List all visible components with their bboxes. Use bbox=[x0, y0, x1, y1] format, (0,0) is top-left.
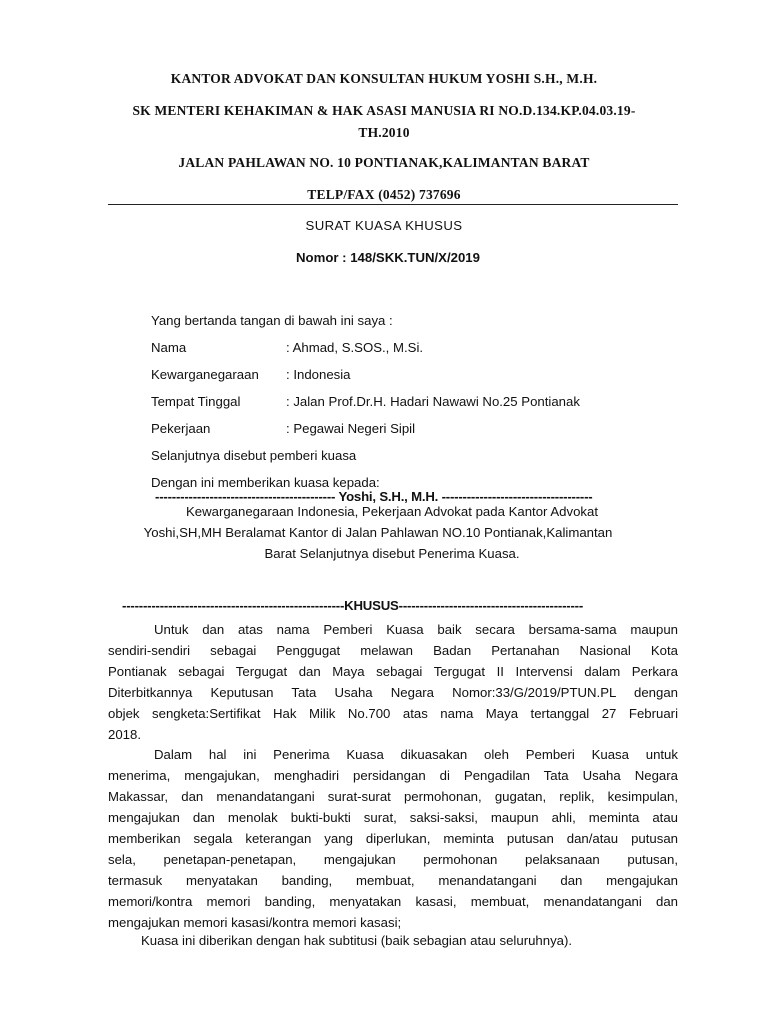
paragraph-line: Diterbitkannya Keputusan Tata Usaha Negara Nomor:33/G/2019/PTUN.PL dengan bbox=[108, 685, 678, 700]
paragraph-line: sendiri-sendiri sebagai Penggugat melawan Badan Pertanahan Nasional Kota bbox=[108, 643, 678, 658]
paragraph-line: objek sengketa:Sertifikat Hak Milik No.700 atas nama Maya tertanggal 27 Februari bbox=[108, 706, 678, 721]
paragraph-line: menerima, mengajukan, menghadiri persidangan di Pengadilan Tata Usaha Negara bbox=[108, 768, 678, 783]
paragraph-line: Pontianak sebagai Tergugat dan Maya sebagai Tergugat II Intervensi dalam Perkara bbox=[108, 664, 678, 679]
grantor-intro: Yang bertanda tangan di bawah ini saya : bbox=[151, 313, 393, 328]
paragraph-line: mengajukan memori kasasi/kontra memori kasasi; bbox=[108, 915, 402, 930]
paragraph-substitution: Kuasa ini diberikan dengan hak subtitusi (baik sebagian atau seluruhnya). bbox=[141, 933, 573, 948]
grantor-designation: Selanjutnya disebut pemberi kuasa bbox=[151, 448, 357, 463]
letterhead-phone: TELP/FAX (0452) 737696 bbox=[307, 187, 461, 202]
grantee-name-divider: ------------------------------------------- Yoshi, S.H., M.H. ------------------------------------ bbox=[155, 489, 593, 504]
khusus-divider: -----------------------------------------------------KHUSUS-------------------------------------------- bbox=[122, 598, 584, 613]
paragraph-line: 2018. bbox=[108, 727, 142, 742]
document-number: Nomor : 148/SKK.TUN/X/2019 bbox=[296, 250, 480, 265]
paragraph-line: Makassar, dan menandatangani surat-surat permohonan, gugatan, replik, kesimpulan, bbox=[108, 789, 678, 804]
paragraph-line: memori/kontra memori banding, menyatakan kasasi, membuat, menandatangani dan bbox=[108, 894, 678, 909]
grantee-details-line3: Barat Selanjutnya disebut Penerima Kuasa. bbox=[264, 546, 520, 561]
paragraph-line: sela, penetapan-penetapan, mengajukan permohonan pelaksanaan putusan, bbox=[108, 852, 678, 867]
field-value-citizenship: : Indonesia bbox=[286, 367, 351, 382]
field-value-occupation: : Pegawai Negeri Sipil bbox=[286, 421, 416, 436]
letterhead-decree-year: TH.2010 bbox=[358, 125, 410, 140]
paragraph-authority bbox=[108, 744, 678, 933]
grant-intro: Dengan ini memberikan kuasa kepada: bbox=[151, 475, 380, 490]
letterhead-divider bbox=[108, 204, 678, 205]
paragraph-purpose bbox=[108, 619, 678, 745]
letterhead-decree-number: SK MENTERI KEHAKIMAN & HAK ASASI MANUSIA RI NO.D.134.KP.04.03.19- bbox=[132, 103, 636, 118]
paragraph-line: mengajukan dan menolak bukti-bukti surat, saksi-saksi, maupun ahli, meminta atau bbox=[108, 810, 678, 825]
field-value-name: : Ahmad, S.SOS., M.Si. bbox=[286, 340, 424, 355]
field-label-citizenship: Kewarganegaraan bbox=[151, 367, 259, 382]
field-label-occupation: Pekerjaan bbox=[151, 421, 211, 436]
field-value-residence: : Jalan Prof.Dr.H. Hadari Nawawi No.25 Pontianak bbox=[286, 394, 580, 409]
letterhead-address: JALAN PAHLAWAN NO. 10 PONTIANAK,KALIMANTAN BARAT bbox=[178, 155, 590, 170]
letterhead-firm-name: KANTOR ADVOKAT DAN KONSULTAN HUKUM YOSHI S.H., M.H. bbox=[170, 71, 598, 86]
paragraph-line: Untuk dan atas nama Pemberi Kuasa baik secara bersama-sama maupun bbox=[154, 622, 678, 637]
grantee-details-line1: Kewarganegaraan Indonesia, Pekerjaan Advokat pada Kantor Advokat bbox=[185, 504, 599, 519]
document-title: SURAT KUASA KHUSUS bbox=[305, 218, 463, 233]
paragraph-line: memberikan segala keterangan yang diperlukan, meminta putusan dan/atau putusan bbox=[108, 831, 678, 846]
paragraph-line: termasuk menyatakan banding, membuat, menandatangani dan mengajukan bbox=[108, 873, 678, 888]
paragraph-line: Dalam hal ini Penerima Kuasa dikuasakan oleh Pemberi Kuasa untuk bbox=[154, 747, 678, 762]
field-label-name: Nama bbox=[151, 340, 187, 355]
grantee-details-line2: Yoshi,SH,MH Beralamat Kantor di Jalan Pahlawan NO.10 Pontianak,Kalimantan bbox=[143, 525, 613, 540]
field-label-residence: Tempat Tinggal bbox=[151, 394, 241, 409]
